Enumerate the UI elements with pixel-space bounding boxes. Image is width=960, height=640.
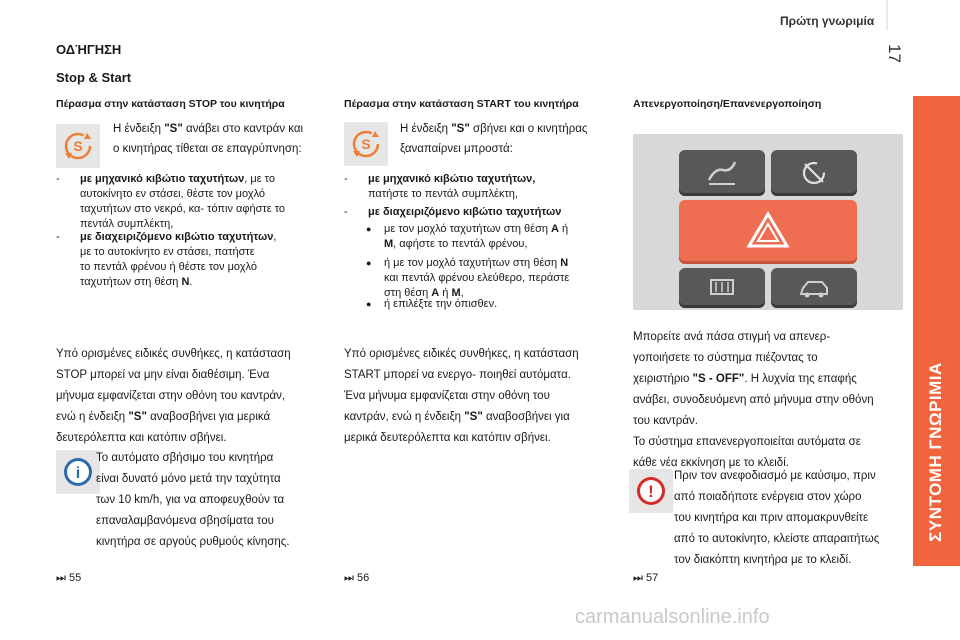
page-ref-number: 56 [356,572,370,584]
para-line: START μπορεί να ενεργο- ποιηθεί αυτόματα. [344,369,571,381]
item-line: πεντάλ συμπλέκτη, [80,218,174,230]
para-line: μερικά δευτερόλεπτα και κατόπιν σβήνει. [344,432,551,444]
para-s: "S" [128,411,147,423]
warning-note [674,466,910,571]
info-note [96,448,336,553]
col2-subitem-2 [366,256,616,301]
stop-start-icon [344,122,388,166]
col1-item-managed [56,230,336,290]
hazard-icon [679,200,857,264]
warning-line: του κινητήρα και πριν απομακρυνθείτε [674,512,869,524]
traction-icon [679,150,765,196]
col2-intro-line2: ξαναπαίρνει μπροστά: [400,143,513,155]
para-line: Υπό ορισμένες ειδικές συνθήκες, η κατάσταση [344,348,579,360]
next-arrow-icon: ⏭ [344,572,354,584]
item-line: ταχυτήτων στο νεκρό, κα- τόπιν αφήστε το [80,203,286,215]
col1-intro-s: "S" [164,123,183,135]
stop-start-indicator-icon [56,124,100,168]
gear-n: N [181,276,190,288]
sub-text: και πεντάλ φρένου ελεύθερο, περάστε [384,272,570,284]
sub-text: με τον μοχλό ταχυτήτων στη θέση [384,223,552,235]
dot: ● [366,258,372,268]
col2-intro-s: "S" [451,123,470,135]
next-arrow-icon: ⏭ [56,572,66,584]
item-bold: με διαχειριζόμενο κιβώτιο ταχυτήτων [80,231,274,243]
info-box [56,450,100,494]
col2-heading: Πέρασμα στην κατάσταση START του κινητήρα [344,98,579,110]
sub-text: ή με τον μοχλό ταχυτήτων στη θέση [384,257,561,269]
col1-intro-text: Η ένδειξη [113,123,165,135]
sub-text: ή [439,287,452,299]
para-line: ανάβει, συνοδευόμενη από μήνυμα στην οθόνη [633,394,874,406]
next-arrow-icon: ⏭ [633,572,643,584]
item-line: αυτοκίνητο εν στάσει, θέστε τον μοχλό [80,188,266,200]
col2-intro-text: Η ένδειξη [400,123,452,135]
gear-a: A [431,287,440,299]
para-line: STOP μπορεί να μην είναι διαθέσιμη. Ένα [56,369,270,381]
section-subtitle: Stop & Start [56,70,132,85]
item-line: με το αυτοκίνητο εν στάσει, πατήστε [80,246,255,258]
side-tab-label: ΣΥΝΤΟΜΗ ΓΝΩΡΙΜΙΑ [926,362,945,542]
col2-item-manual [344,172,614,202]
col2-subitem-3 [366,297,616,312]
para-line: κάθε νέα εκκίνηση με το κλειδί. [633,457,789,469]
para-line: του καντράν. [633,415,698,427]
warning-box [629,469,673,513]
dot: ● [366,299,372,309]
col1-paragraph [56,344,346,449]
para-line: δευτερόλεπτα και κατόπιν σβήνει. [56,432,227,444]
col2-paragraph [344,344,634,449]
item-bold: με μηχανικό κιβώτιο ταχυτήτων, [368,173,536,185]
para-line: Υπό ορισμένες ειδικές συνθήκες, η κατάσταση [56,348,291,360]
warning-line: από το αυτοκίνητο, κλείστε απαραιτήτως [674,533,880,545]
section-title: ΟΔΉΓΗΣΗ [56,42,122,57]
panel-button-top-left [679,150,765,196]
para-line: γοποιήσετε το σύστημα πιέζοντας το [633,352,818,364]
sub-text: ή επιλέξτε την όπισθεν. [384,298,498,310]
item-line: ταχυτήτων στη θέση [80,276,182,288]
col1-intro-line2: ο κινητήρας τίθεται σε επαγρύπνηση: [113,143,302,155]
para-line: αναβοσβήνει για μερικά [146,411,271,423]
sub-text: ή [558,223,569,235]
col2-item-managed [344,205,614,220]
svg-text:!: ! [648,482,654,501]
item-text: , με το [244,173,275,185]
para-line: χειριστήριο [633,373,693,385]
panel-button-bottom-right [771,268,857,308]
info-line: των 10 km/h, για να αποφευχθούν τα [96,494,285,506]
dot: ● [366,224,372,234]
sub-text: στη θέση [384,287,432,299]
watermark: carmanualsonline.info [575,606,770,628]
col1-intro [113,119,333,159]
para-s: "S" [464,411,483,423]
info-line: επαναλαμβανόμενα σβησίματα του [96,515,274,527]
page-ref-55[interactable] [56,572,81,585]
vehicle-icon [771,268,857,308]
col3-paragraph [633,327,903,474]
svg-text:S: S [73,138,83,154]
page-ref-number: 55 [68,572,82,584]
col2-subitem-1 [366,222,616,252]
para-line: αναβοσβήνει για [482,411,570,423]
page-number: 17 [885,44,904,63]
page-ref-number: 57 [645,572,659,584]
item-line-end: . [189,276,193,288]
warning-line: Πριν τον ανεφοδιασμό με καύσιμο, πριν [674,470,876,482]
dash: - [344,173,348,185]
col1-item-manual [56,172,336,232]
col2-intro [400,119,620,159]
svg-text:i: i [75,465,81,482]
s-off-label: "S - OFF" [692,373,745,385]
rear-demist-icon [679,268,765,308]
gear-m: M [384,238,394,250]
dash: - [56,173,60,185]
item-line: πατήστε το πεντάλ συμπλέκτη, [368,188,518,200]
warning-line: τον διακόπτη κινητήρα με το κλειδί. [674,554,852,566]
item-line: το πεντάλ φρένου ή θέστε τον μοχλό [80,261,257,273]
col1-heading: Πέρασμα στην κατάσταση STOP του κινητήρα [56,98,285,110]
para-line: ενώ η ένδειξη [56,411,129,423]
info-icon [56,450,100,494]
warning-line: από ποιαδήποτε ενέργεια στον χώρο [674,491,862,503]
para-line: μήνυμα εμφανίζεται στην οθόνη του καντράν, [56,390,286,402]
switch-panel-illustration [633,134,903,310]
sub-text: , αφήστε το πεντάλ φρένου, [393,238,528,250]
para-line: καντράν, ενώ η ένδειξη [344,411,465,423]
item-bold: με διαχειριζόμενο κιβώτιο ταχυτήτων [368,206,562,218]
dash: - [56,231,60,243]
svg-text:S: S [361,136,371,152]
para-line: . Η λυχνία της επαφής [744,373,857,385]
item-text: , [273,231,277,243]
header-divider [886,0,888,30]
rear-demist-button [679,268,765,308]
col2-intro-text-2: σβήνει και ο κινητήρας [469,123,588,135]
gear-m: M [451,287,461,299]
hazard-button [679,200,857,264]
stop-start-off-button [771,150,857,196]
warning-icon [629,469,673,513]
stop-start-icon [56,124,100,168]
item-bold: με μηχανικό κιβώτιο ταχυτήτων [80,173,245,185]
para-line: Ένα μήνυμα εμφανίζεται στην οθόνη του [344,390,550,402]
stop-start-off-icon [771,150,857,196]
gear-n: N [560,257,569,269]
gear-a: A [551,223,559,235]
page-ref-57[interactable] [633,572,658,585]
page-ref-56[interactable] [344,572,369,585]
col1-intro-text-2: ανάβει στο καντράν και [182,123,304,135]
stop-start-indicator-icon-2 [344,122,388,166]
info-line: είναι δυνατό μόνο μετά την ταχύτητα [96,473,281,485]
chapter-title: Πρώτη γνωριμία [780,14,875,28]
col3-heading: Απενεργοποίηση/Επανενεργοποίηση [633,98,822,110]
info-line: κινητήρα σε αργούς ρυθμούς κίνησης. [96,536,290,548]
sub-text: , [460,287,464,299]
para-line: Μπορείτε ανά πάσα στιγμή να απενερ- [633,331,831,343]
dash: - [344,206,348,218]
info-line: Το αυτόματο σβήσιμο του κινητήρα [96,452,274,464]
para-line: Το σύστημα επανενεργοποιείται αυτόματα σε [633,436,861,448]
